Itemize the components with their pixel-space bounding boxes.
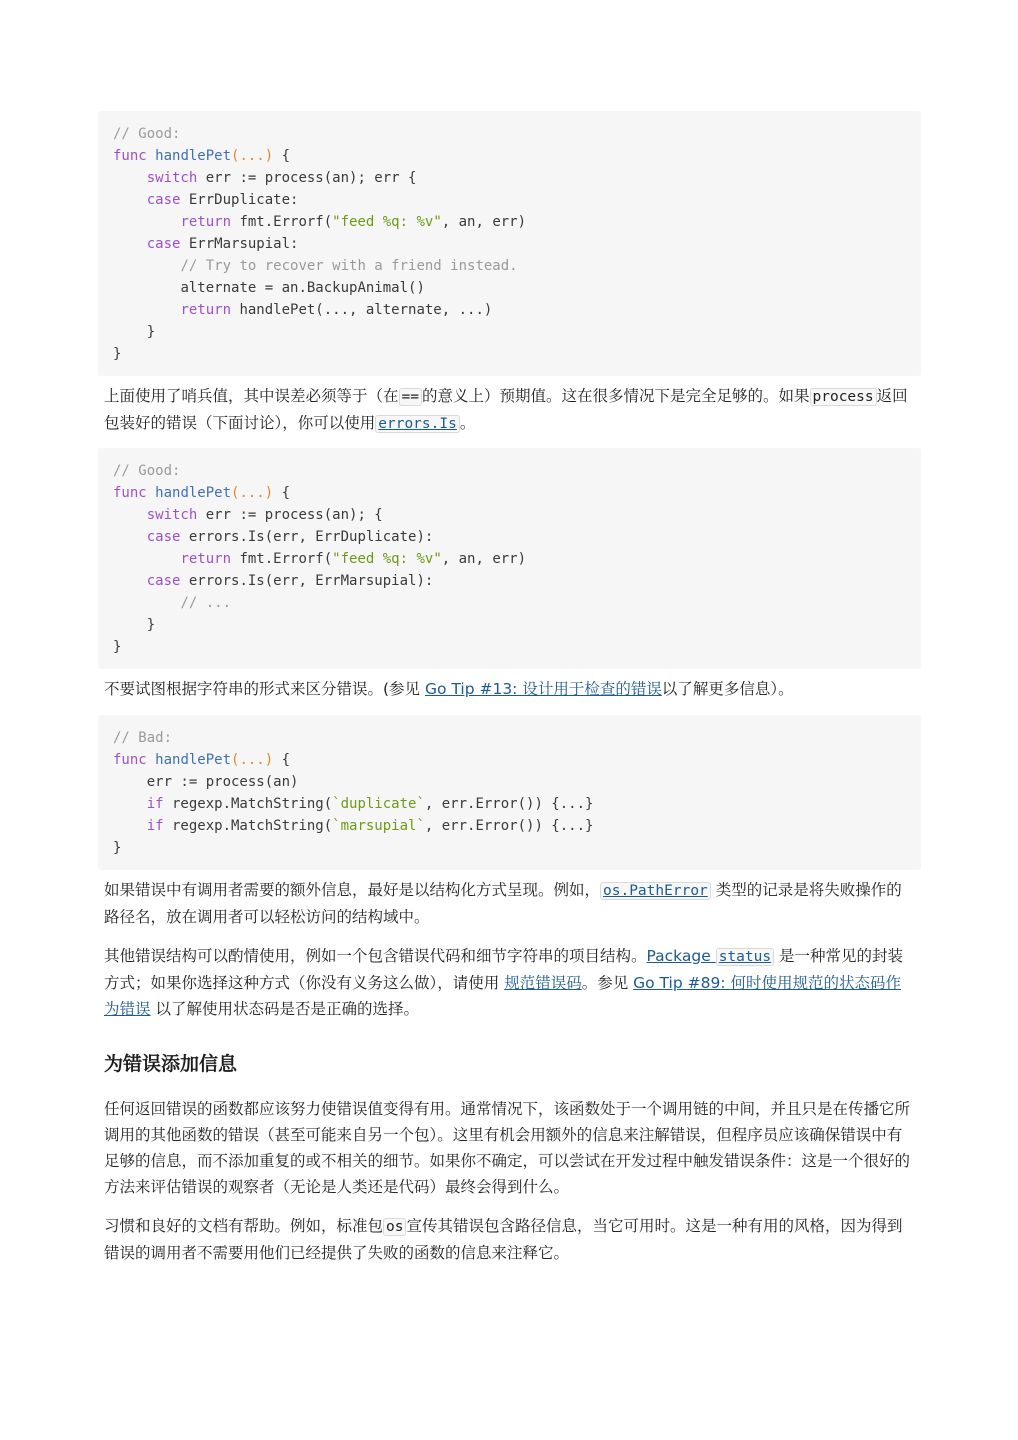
- code-text: fmt.Errorf(: [231, 214, 333, 230]
- code-block-good-errors-is: [98, 448, 921, 669]
- code-text: }: [146, 617, 156, 633]
- code-params: (...): [231, 148, 274, 164]
- code-params: (...): [231, 752, 274, 768]
- code-text: regexp.MatchString(: [163, 818, 333, 834]
- code-block-good-sentinel: [98, 111, 921, 376]
- code-block-bad: [98, 715, 921, 870]
- text-run: 。: [459, 414, 476, 432]
- code-text: }: [113, 639, 122, 655]
- code-keyword: case: [146, 192, 181, 208]
- link-canonical-codes[interactable]: 规范错误码: [504, 974, 582, 992]
- code-function-name: handlePet: [155, 752, 232, 768]
- link-os-patherror[interactable]: [600, 881, 711, 899]
- code-text: {: [273, 148, 291, 164]
- text-run: 习惯和良好的文档有帮助。例如，标准包: [104, 1217, 384, 1235]
- paragraph-string-matching: [98, 676, 921, 702]
- code-text: , an, err): [441, 551, 527, 567]
- code-text: ErrDuplicate:: [180, 192, 299, 208]
- code-text: err := process(an): [146, 774, 299, 790]
- link-package-status[interactable]: [647, 947, 775, 965]
- code-text: errors.Is(err, ErrMarsupial):: [180, 573, 434, 589]
- section-heading: 为错误添加信息: [104, 1053, 238, 1075]
- link-errors-is-code: errors.Is: [375, 415, 460, 433]
- text-run: 是一种常见的封装方式；如果你选择这种方式（你没有义务这么做），请使用: [104, 947, 904, 992]
- code-keyword: case: [146, 529, 181, 545]
- code-keyword: case: [146, 236, 181, 252]
- code-comment: // ...: [180, 595, 232, 611]
- paragraph-sentinel-values: [98, 383, 921, 437]
- code-text: }: [146, 324, 156, 340]
- paragraph-adding-info: 任何返回错误的函数都应该努力使错误值变得有用。通常情况下，该函数处于一个调用链的中间，并且只是在传播它所调用的其他函数的错误（甚至可能来自另一个包）。这里有机会用额外的信息来注解错误，但程序员应该确保错误中有足够的信息，而不添加重复的或不相关的细节。如果你不确定，可以尝试在开发过程中触发错误条件：这是一个很好的方法来评估错误的观察者（无论是人类还是代码）最终会得到什么。: [104, 1100, 911, 1196]
- text-run: 。参见: [581, 974, 634, 992]
- text-run: 其他错误结构可以酌情使用，例如一个包含错误代码和细节字符串的项目结构。: [104, 947, 647, 965]
- code-keyword: return: [180, 214, 232, 230]
- code-text: regexp.MatchString(: [163, 796, 333, 812]
- text-run: 以了解更多信息）。: [661, 680, 794, 698]
- code-keyword: return: [180, 551, 232, 567]
- code-comment: // Good:: [113, 126, 181, 142]
- code-text: alternate = an.BackupAnimal(): [180, 280, 425, 296]
- inline-code-process: process: [810, 388, 877, 406]
- code-keyword: switch: [146, 170, 198, 186]
- code-text: ErrMarsupial:: [180, 236, 299, 252]
- code-keyword: switch: [146, 507, 198, 523]
- code-keyword: case: [146, 573, 181, 589]
- code-text: , err.Error()) {...}: [424, 796, 594, 812]
- inline-code-equals: ==: [399, 388, 422, 406]
- text-run: 如果错误中有调用者需要的额外信息，最好是以结构化方式呈现。例如，: [104, 881, 601, 899]
- link-go-tip-13[interactable]: Go Tip #13: 设计用于检查的错误: [424, 680, 662, 698]
- link-code: status: [716, 948, 774, 966]
- code-text: handlePet(..., alternate, ...): [231, 302, 493, 318]
- text-run: 返回包装好的错误（下面讨论），你可以使用: [104, 387, 908, 432]
- inline-code-os: os: [383, 1218, 406, 1236]
- code-text: }: [113, 840, 122, 856]
- paragraph-other-structures: [98, 943, 921, 1022]
- code-text: fmt.Errorf(: [231, 551, 333, 567]
- code-text: , an, err): [441, 214, 527, 230]
- code-function-name: handlePet: [155, 148, 232, 164]
- text-run: 类型的记录是将失败操作的路径名，放在调用者可以轻松访问的结构域中。: [104, 881, 902, 926]
- code-keyword: if: [146, 818, 164, 834]
- link-errors-is[interactable]: [375, 414, 460, 432]
- code-comment: // Good:: [113, 463, 181, 479]
- code-string: "feed %q: %v": [332, 214, 442, 230]
- code-params: (...): [231, 485, 274, 501]
- code-function-name: handlePet: [155, 485, 232, 501]
- link-go-tip-89[interactable]: Go Tip #89: 何时使用规范的状态码作为错误: [104, 974, 901, 1018]
- code-text: err := process(an); {: [197, 507, 383, 523]
- code-text: errors.Is(err, ErrDuplicate):: [180, 529, 434, 545]
- code-text: err := process(an); err {: [197, 170, 417, 186]
- text-run: 宣传其错误包含路径信息，当它可用时。这是一种有用的风格，因为得到错误的调用者不需要用他们已经提供了失败的函数的信息来注释它。: [104, 1217, 903, 1262]
- code-string: `marsupial`: [332, 818, 425, 834]
- code-text: , err.Error()) {...}: [424, 818, 594, 834]
- code-keyword: func: [113, 148, 147, 164]
- text-run: 的意义上）预期值。这在很多情况下是完全足够的。如果: [421, 387, 810, 405]
- paragraph-conventions: [98, 1213, 921, 1266]
- code-keyword: return: [180, 302, 232, 318]
- text-run: 上面使用了哨兵值，其中误差必须等于（在: [104, 387, 399, 405]
- code-text: }: [113, 346, 122, 362]
- document-content: [98, 111, 921, 1266]
- text-run: 不要试图根据字符串的形式来区分错误。(参见: [104, 680, 425, 698]
- code-keyword: func: [113, 485, 147, 501]
- link-os-patherror-code: os.PathError: [600, 882, 711, 900]
- link-text: Package: [646, 947, 716, 965]
- code-comment: // Try to recover with a friend instead.: [180, 258, 518, 274]
- code-keyword: func: [113, 752, 147, 768]
- code-text: {: [273, 485, 291, 501]
- code-string: `duplicate`: [332, 796, 425, 812]
- code-string: "feed %q: %v": [332, 551, 442, 567]
- code-keyword: if: [146, 796, 164, 812]
- code-text: {: [273, 752, 291, 768]
- code-comment: // Bad:: [113, 730, 173, 746]
- paragraph-structured-info: [98, 877, 921, 930]
- text-run: 以了解使用状态码是否是正确的选择。: [150, 1000, 419, 1018]
